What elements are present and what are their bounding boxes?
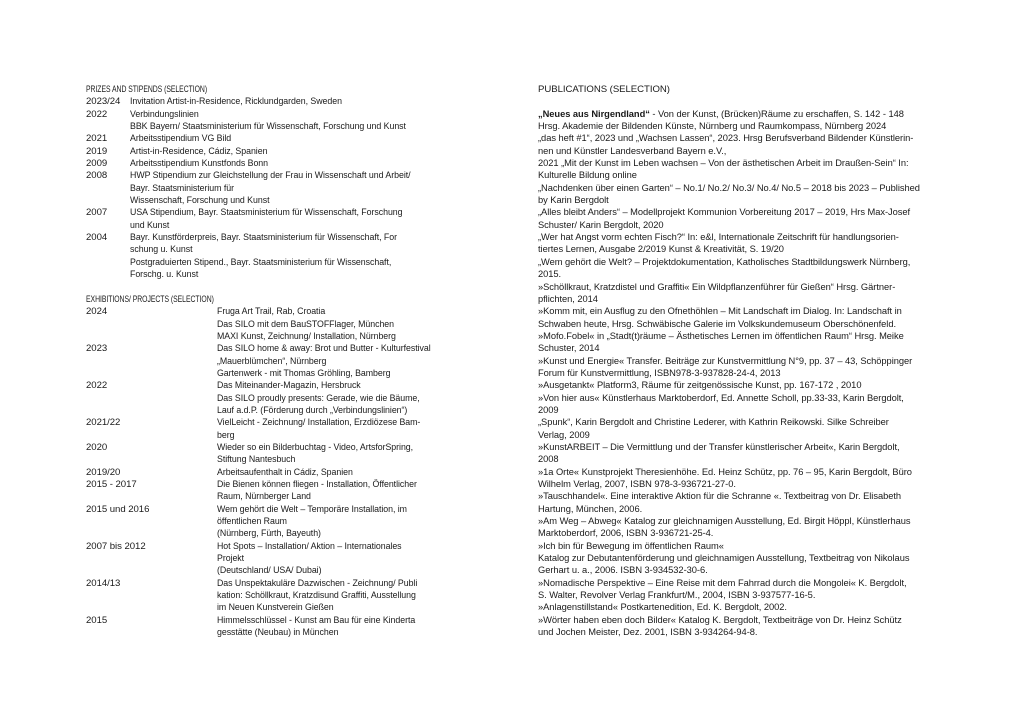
- entry-year: 2020: [86, 441, 108, 453]
- entry-line: Arbeitsstipendium Kunstfonds Bonn: [130, 158, 269, 170]
- prizes-heading: PRIZES AND STIPENDS (SELECTION): [86, 84, 208, 95]
- entry-lines: [130, 207, 506, 232]
- exhibition-entry: [86, 380, 506, 417]
- exhibition-entry: [86, 541, 506, 578]
- publication-line: Gerhart u. a., 2006. ISBN 3-934532-30-6.: [538, 565, 708, 577]
- entry-line: HWP Stipendium zur Gleichstellung der Frau in Wissenschaft und Arbeit/: [130, 170, 411, 182]
- entry-year: 2015 und 2016: [86, 503, 150, 515]
- publication-line: pflichten, 2014: [538, 293, 598, 305]
- publication-line: 2015.: [538, 269, 562, 281]
- exhibition-entry: [86, 306, 506, 343]
- entry-line: Lauf a.d.P. (Förderung durch „Verbindungslinien“): [217, 404, 408, 416]
- publication-line: »KunstARBEIT – Die Vermittlung und der Transfer künstlerischer Arbeit«, Karin Bergdolt,: [538, 441, 900, 453]
- entry-line: Stiftung Nantesbuch: [217, 454, 296, 466]
- entry-line: BBK Bayern/ Staatsministerium für Wissenschaft, Forschung und Kunst: [130, 121, 406, 133]
- publication-line: »Wörter haben eben doch Bilder« Katalog K. Bergdolt, Textbeiträge von Dr. Heinz Schütz: [538, 614, 902, 626]
- entry-line: USA Stipendium, Bayr. Staatsministerium für Wissenschaft, Forschung: [130, 207, 403, 219]
- entry-year: 2019/20: [86, 466, 121, 478]
- prize-entry: [86, 232, 506, 281]
- entry-line: Verbindungslinien: [130, 108, 199, 120]
- exhibition-entry: [86, 479, 506, 504]
- entry-line: Raum, Nürnberger Land: [217, 491, 311, 503]
- publication-line: »Von hier aus« Künstlerhaus Marktoberdorf, Ed. Annette Scholl, pp.33-33, Karin Bergdolt,: [538, 392, 904, 404]
- entry-year: 2022: [86, 380, 108, 392]
- left-column: [86, 84, 506, 639]
- publication-line: Forum für Kunstvermittlung, ISBN978-3-937828-24-4, 2013: [538, 367, 781, 379]
- publication-line: 2009: [538, 404, 559, 416]
- entry-year: 2021: [86, 133, 108, 145]
- entry-lines: [130, 146, 506, 158]
- entry-line: VielLeicht - Zeichnung/ Installation, Erzdiözese Bam-: [217, 417, 421, 429]
- publication-line: Kulturelle Bildung online: [538, 170, 637, 182]
- entry-line: Gartenwerk - mit Thomas Gröhling, Bamberg: [217, 367, 391, 379]
- exhibition-entry: [86, 578, 506, 615]
- exhibition-entry: [86, 442, 506, 467]
- entry-line: Das SILO mit dem BauSTOFFlager, München: [217, 318, 395, 330]
- entry-line: Projekt: [217, 553, 245, 565]
- exhibitions-list: [86, 306, 506, 639]
- prize-entry: [86, 170, 506, 207]
- entry-line: MAXI Kunst, Zeichnung/ Installation, Nürnberg: [217, 330, 396, 342]
- entry-year: 2007 bis 2012: [86, 540, 146, 552]
- publication-line: „Nachdenken über einen Garten“ – No.1/ No.2/ No.3/ No.4/ No.5 – 2018 bis 2023 – Published: [538, 182, 920, 194]
- publication-line: »Ich bin für Bewegung im öffentlichen Raum«: [538, 540, 724, 552]
- exhibition-entry: [86, 417, 506, 442]
- entry-lines: [217, 541, 506, 578]
- entry-year: 2007: [86, 207, 108, 219]
- section-gap: [538, 96, 968, 108]
- entry-line: schung u. Kunst: [130, 244, 193, 256]
- publication-line: Schwaben heute, Hrsg. Schwäbische Galerie im Volkskundemuseum Oberschönenfeld.: [538, 318, 897, 330]
- entry-lines: [130, 232, 506, 281]
- entry-line: (Nürnberg, Fürth, Bayeuth): [217, 528, 321, 540]
- prize-entry: [86, 207, 506, 232]
- entry-line: im Neuen Kunstverein Gießen: [217, 602, 334, 614]
- entry-line: Bayr. Kunstförderpreis, Bayr. Staatsministerium für Wissenschaft, For: [130, 232, 398, 244]
- prize-entry: [86, 96, 506, 108]
- publication-line: 2021 „Mit der Kunst im Leben wachsen – Von der ästhetischen Arbeit im Draußen-Sein“ In:: [538, 158, 909, 170]
- entry-year: 2009: [86, 158, 108, 170]
- entry-lines: [130, 133, 506, 145]
- entry-lines: [217, 615, 506, 640]
- prize-entry: [86, 158, 506, 170]
- publication-line: „Wem gehört die Welt? – Projektdokumentation, Katholisches Stadtbildungswerk Nürnberg,: [538, 256, 911, 268]
- entry-lines: [217, 380, 506, 417]
- exhibition-entry: [86, 615, 506, 640]
- entry-lines: [217, 479, 506, 504]
- publication-featured-title: „Neues aus Nirgendland“: [538, 108, 650, 120]
- entry-lines: [130, 109, 506, 134]
- entry-line: Die Bienen können fliegen - Installation, Öffentlicher: [217, 479, 417, 490]
- publication-line: »Mofo.Fobel« in „Stadt(t)räume – Ästhetisches Lernen im öffentlichen Raum“ Hrsg. Meike: [538, 330, 904, 342]
- publications-list: [538, 121, 968, 639]
- exhibition-entry: [86, 467, 506, 479]
- publication-line: nen und Künstler Landesverband Bayern e.V.,: [538, 145, 727, 157]
- entry-line: Arbeitsstipendium VG Bild: [130, 133, 232, 145]
- entry-year: 2015 - 2017: [86, 479, 137, 490]
- entry-line: Forschg. u. Kunst: [130, 269, 199, 281]
- entry-lines: [217, 343, 506, 380]
- prize-entry: [86, 109, 506, 134]
- entry-year: 2014/13: [86, 577, 121, 589]
- entry-lines: [130, 170, 506, 207]
- entry-lines: [217, 306, 506, 343]
- entry-line: Das SILO proudly presents: Gerade, wie die Bäume,: [217, 392, 420, 404]
- publication-line: »Anlagenstillstand« Postkartenedition, Ed. K. Bergdolt, 2002.: [538, 602, 787, 614]
- entry-year: 2023: [86, 343, 108, 355]
- entry-line: Artist-in-Residence, Cádiz, Spanien: [130, 145, 268, 157]
- publication-line: »Komm mit, ein Ausflug zu den Ofnethöhlen – Mit Landschaft im Dialog. In: Landschaft in: [538, 306, 902, 318]
- publication-line: »Am Weg – Abweg« Katalog zur gleichnamigen Ausstellung, Ed. Birgit Höppl, Künstlerhaus: [538, 516, 911, 528]
- entry-year: 2019: [86, 145, 108, 157]
- entry-line: Hot Spots – Installation/ Aktion – Internationales: [217, 540, 402, 552]
- entry-line: (Deutschland/ USA/ Dubai): [217, 565, 322, 577]
- entry-line: kation: Schöllkraut, Kratzdisund Graffiti, Ausstellung: [217, 590, 416, 602]
- publication-line: Schuster/ Karin Bergdolt, 2020: [538, 219, 664, 231]
- publication-featured-rest: - Von der Kunst, (Brücken)Räume zu erschaffen, S. 142 - 148: [649, 108, 904, 120]
- publication-line: Schuster, 2014: [538, 343, 600, 355]
- entry-line: Postgraduierten Stipend., Bayr. Staatsministerium für Wissenschaft,: [130, 256, 392, 268]
- publication-line: by Karin Bergdolt: [538, 195, 609, 207]
- prizes-list: [86, 96, 506, 281]
- exhibition-entry: [86, 343, 506, 380]
- publication-line: Verlag, 2009: [538, 429, 590, 441]
- entry-year: 2015: [86, 614, 108, 626]
- entry-lines: [130, 96, 506, 108]
- entry-line: Das Miteinander-Magazin, Hersbruck: [217, 380, 361, 392]
- entry-year: 2022: [86, 108, 108, 120]
- entry-line: Das Unspektakuläre Dazwischen - Zeichnung/ Publi: [217, 577, 418, 589]
- publication-line: »1a Orte« Kunstprojekt Theresienhöhe. Ed. Heinz Schütz, pp. 76 – 95, Karin Bergdolt, Büro: [538, 466, 912, 478]
- entry-line: Himmelsschlüssel - Kunst am Bau für eine Kinderta: [217, 614, 416, 626]
- publication-line: »Tauschhandel«. Eine interaktive Aktion für die Schranne «. Textbeitrag von Dr. Elisabeth: [538, 491, 902, 503]
- entry-line: berg: [217, 429, 235, 441]
- entry-lines: [217, 578, 506, 615]
- publication-line: „Alles bleibt Anders“ – Modellprojekt Kommunion Vorbereitung 2017 – 2019, Hrs Max-Josef: [538, 207, 911, 219]
- publication-line: »Kunst und Energie« Transfer. Beiträge zur Kunstvermittlung N°9, pp. 37 – 43, Schöppinger: [538, 355, 913, 367]
- entry-line: Fruga Art Trail, Rab, Croatia: [217, 306, 326, 318]
- entry-year: 2008: [86, 170, 108, 182]
- publication-line: Hartung, München, 2006.: [538, 503, 643, 515]
- entry-year: 2004: [86, 232, 108, 244]
- entry-line: „Mauerblümchen“, Nürnberg: [217, 355, 327, 367]
- entry-line: gesstätte (Neubau) in München: [217, 627, 339, 639]
- publication-line: „das heft #1“, 2023 und „Wachsen Lassen“, 2023. Hrsg Berufsverband Bildender Künstlerin-: [538, 133, 914, 145]
- entry-year: 2021/22: [86, 417, 121, 429]
- publication-line: »Ausgetankt« Platform3, Räume für zeitgenössische Kunst, pp. 167-172 , 2010: [538, 380, 862, 392]
- publication-line: „Wer hat Angst vorm echten Fisch?“ In: e&l, Internationale Zeitschrift für handlungsorien-: [538, 232, 899, 244]
- entry-line: Bayr. Staatsministerium für: [130, 182, 234, 194]
- publication-line: „Spunk“, Karin Bergdolt and Christine Lederer, with Kathrin Reikowski. Silke Schreiber: [538, 417, 889, 429]
- publication-line: Wilhelm Verlag, 2007, ISBN 978-3-936721-27-0.: [538, 479, 736, 490]
- right-column: [538, 84, 968, 639]
- entry-line: Wem gehört die Welt – Temporäre Installation, im: [217, 503, 407, 515]
- entry-lines: [130, 158, 506, 170]
- publication-featured: [538, 109, 956, 121]
- entry-year: 2024: [86, 306, 108, 318]
- exhibitions-heading: EXHIBITIONS/ PROJECTS (SELECTION): [86, 293, 214, 305]
- publications-heading: PUBLICATIONS (SELECTION): [538, 84, 670, 95]
- publication-line: »Schöllkraut, Kratzdistel und Graffiti« Ein Wildpflanzenführer für Gießen“ Hrsg. Gärtner-: [538, 281, 896, 293]
- publication-line: und Jochen Meister, Dez. 2001, ISBN 3-934264-94-8.: [538, 627, 758, 639]
- publication-line: Marktoberdorf, 2006, ISBN 3-936721-25-4.: [538, 528, 714, 540]
- publication-line: Katalog zur Debutantenförderung und gleichnamigen Ausstellung, Textbeitrag von Nikolaus: [538, 553, 910, 565]
- entry-lines: [217, 417, 506, 442]
- entry-line: Wissenschaft, Forschung und Kunst: [130, 195, 270, 207]
- entry-lines: [217, 442, 506, 467]
- entry-line: Wieder so ein Bilderbuchtag - Video, ArtsforSpring,: [217, 441, 414, 453]
- entry-line: und Kunst: [130, 219, 170, 231]
- entry-line: Arbeitsaufenthalt in Cádiz, Spanien: [217, 466, 353, 478]
- publication-line: S. Walter, Revolver Verlag Frankfurt/M., 2004, ISBN 3-937577-16-5.: [538, 590, 816, 602]
- section-gap: [86, 282, 506, 294]
- prize-entry: [86, 133, 506, 145]
- entry-year: 2023/24: [86, 96, 121, 108]
- publication-line: tiertes Lernen, Ausgabe 2/2019 Kunst & Kreativität, S. 19/20: [538, 244, 784, 256]
- entry-line: öffentlichen Raum: [217, 516, 287, 528]
- entry-line: Das SILO home & away: Brot und Butter - Kulturfestival: [217, 343, 431, 355]
- publication-line: 2008: [538, 454, 559, 466]
- entry-lines: [217, 504, 506, 541]
- entry-line: Invitation Artist-in-Residence, Ricklundgarden, Sweden: [130, 96, 342, 108]
- exhibition-entry: [86, 504, 506, 541]
- publication-line: »Nomadische Perspektive – Eine Reise mit dem Fahrrad durch die Mongolei« K. Bergdolt,: [538, 577, 907, 589]
- entry-lines: [217, 467, 506, 479]
- prize-entry: [86, 146, 506, 158]
- publication-line: Hrsg. Akademie der Bildenden Künste, Nürnberg und Raumkompass, Nürnberg 2024: [538, 121, 887, 133]
